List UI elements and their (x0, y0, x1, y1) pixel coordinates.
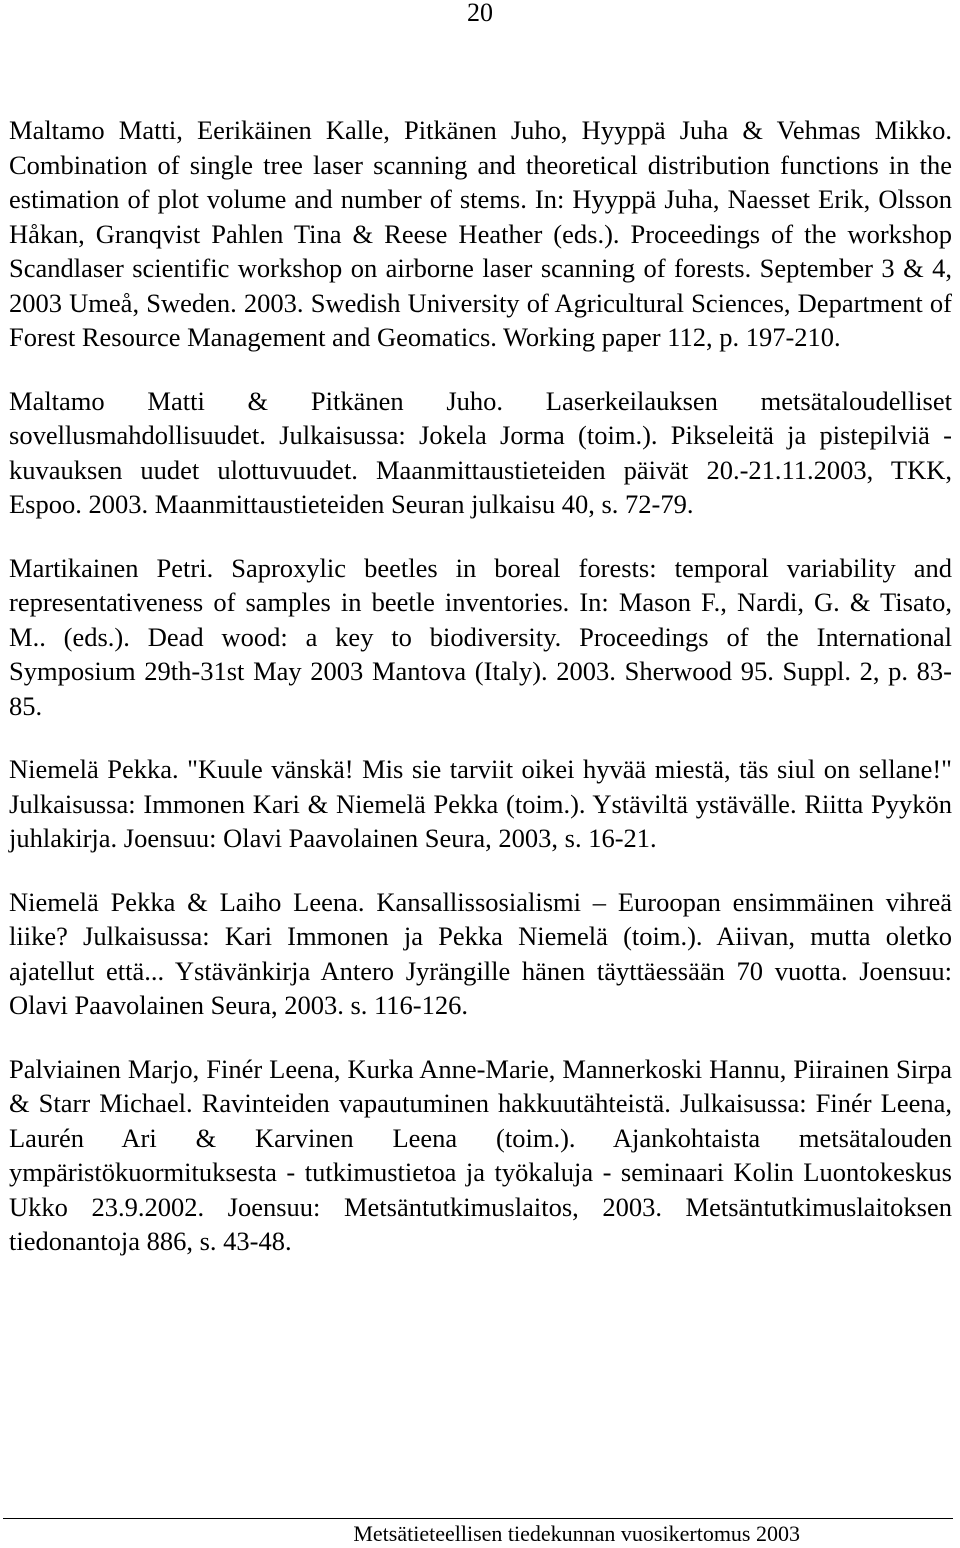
footer-divider (3, 1518, 953, 1519)
reference-entry: Niemelä Pekka & Laiho Leena. Kansallissosialismi – Euroopan ensimmäinen vihreä liike? Julkaisussa: Kari Immonen ja Pekka Niemelä (toim.). Aiivan, mutta oletko ajatellut että... Ystävänkirja Antero Jyrängille hänen täyttäessään 70 vuotta. Joensuu: Olavi Paavolainen Seura, 2003. s. 116-126. (9, 886, 952, 1020)
reference-entry: Martikainen Petri. Saproxylic beetles in boreal forests: temporal variability and representativeness of samples in beetle inventories. In: Mason F., Nardi, G. & Tisato, M.. (eds.). Dead wood: a key to biodiversity. Proceedings of the International Symposium 29th-31st May 2003 Mantova (Italy). 2003. Sherwood 95. Suppl. 2, p. 83-85. (9, 552, 952, 721)
reference-entry: Palviainen Marjo, Finér Leena, Kurka Anne-Marie, Mannerkoski Hannu, Piirainen Sirpa & Starr Michael. Ravinteiden vapautuminen hakkuutähteistä. Julkaisussa: Finér Leena, Laurén Ari & Karvinen Leena (toim.). Ajankohtaista metsätalouden ympäristökuormituksesta - tutkimustietoa ja työkaluja - seminaari Kolin Luontokeskus Ukko 23.9.2002. Joensuu: Metsäntutkimuslaitos, 2003. Metsäntutkimuslaitoksen tiedonantoja 886, s. 43-48. (9, 1053, 952, 1256)
page-number: 20 (467, 0, 493, 27)
reference-entry: Maltamo Matti & Pitkänen Juho. Laserkeilauksen metsätaloudelliset sovellusmahdollisuudet. Julkaisussa: Jokela Jorma (toim.). Pikseleitä ja pistepilviä - kuvauksen uudet ulottuvuudet. Maanmittaustieteiden päivät 20.-21.11.2003, TKK, Espoo. 2003. Maanmittaustieteiden Seuran julkaisu 40, s. 72-79. (9, 385, 952, 519)
footer-title: Metsätieteellisen tiedekunnan vuosikertomus 2003 (353, 1521, 800, 1546)
reference-entry: Maltamo Matti, Eerikäinen Kalle, Pitkänen Juho, Hyyppä Juha & Vehmas Mikko. Combination of single tree laser scanning and theoretical distribution functions in the estimation of plot volume and number of stems. In: Hyyppä Juha, Naesset Erik, Olsson Håkan, Granqvist Pahlen Tina & Reese Heather (eds.). Proceedings of the workshop Scandlaser scientific workshop on airborne laser scanning of forests. September 3 & 4, 2003 Umeå, Sweden. 2003. Swedish University of Agricultural Sciences, Department of Forest Resource Management and Geomatics. Working paper 112, p. 197-210. (9, 115, 952, 352)
reference-entry: Niemelä Pekka. "Kuule vänskä! Mis sie tarviit oikei hyvää miestä, täs siul on sellane!" Julkaisussa: Immonen Kari & Niemelä Pekka (toim.). Ystäviltä ystävälle. Riitta Pyykön juhlakirja. Joensuu: Olavi Paavolainen Seura, 2003, s. 16-21. (9, 754, 952, 853)
reference-list (9, 113, 952, 1288)
